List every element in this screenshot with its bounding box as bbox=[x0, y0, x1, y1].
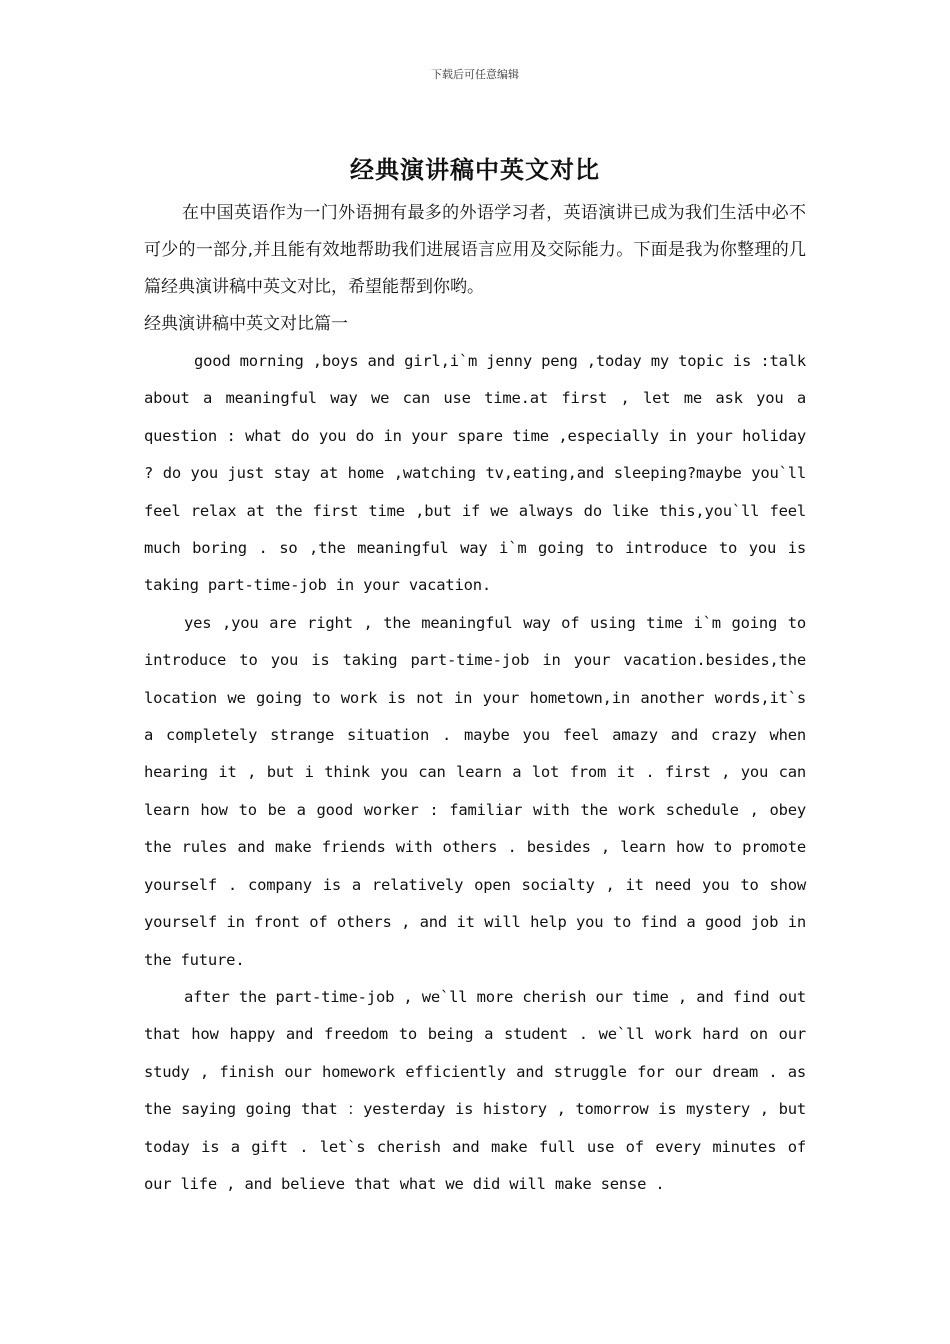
section-heading: 经典演讲稿中英文对比篇一 bbox=[144, 314, 348, 334]
intro-paragraph: 在中国英语作为一门外语拥有最多的外语学习者，英语演讲已成为我们生活中必不可少的一部分,并且能有效地帮助我们进展语言应用及交际能力。下面是我为你整理的几篇经典演讲稿中英文对比，希望能帮到你哟。 bbox=[144, 203, 806, 297]
document-title: 经典演讲稿中英文对比 bbox=[350, 156, 600, 184]
english-paragraph-3: after the part-time-job , we`ll more cherish our time , and find out that how happy and freedom to being a student . we`ll work hard on our study , finish our homework efficiently and struggle for our dream . as the saying going that ：yesterday is history , tomorrow is mystery , but today is a gift . let`s cherish and make full use of every minutes of our life , and believe that what we did will make sense . bbox=[144, 987, 806, 1193]
english-paragraph-2: yes ,you are right , the meaningful way of using time i`m going to introduce to you is taking part-time-job in your vacation.besides,the location we going to work is not in your hometown,in another words,it`s a completely strange situation . maybe you feel amazy and crazy when hearing it , but i think you can learn a lot from it . first , you can learn how to be a good worker : familiar with the work schedule , obey the rules and make friends with others . besides , learn how to promote yourself . company is a relatively open socialty , it need you to show yourself in front of others , and it will help you to find a good job in the future. bbox=[144, 613, 806, 969]
header-note: 下载后可任意编辑 bbox=[431, 68, 519, 81]
english-paragraph-1: good morning ,boys and girl,i`m jenny peng ,today my topic is :talk about a meaningful way we can use time.at first , let me ask you a question : what do you do in your spare time ,especially in your holiday ? do you just stay at home ,watching tv,eating,and sleeping?maybe you`ll feel relax at the first time ,but if we always do like this,you`ll feel much boring . so ,the meaningful way i`m going to introduce to you is taking part-time-job in your vacation. bbox=[144, 352, 806, 595]
document-body bbox=[144, 195, 806, 1203]
